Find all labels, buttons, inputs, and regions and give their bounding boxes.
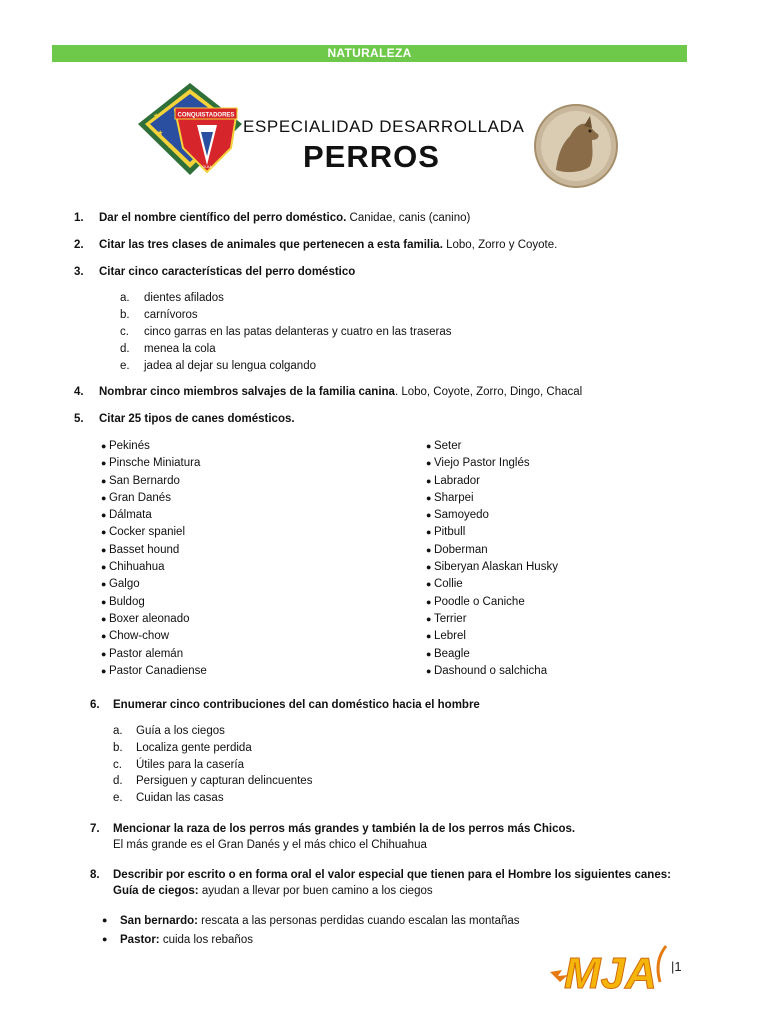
dog-breed-item: ● Sharpei <box>426 491 474 504</box>
question-text: Dar el nombre científico del perro doméstico. <box>99 212 347 224</box>
dog-breed-item: ● Gran Danés <box>101 491 171 504</box>
question-number: 3. <box>74 266 84 278</box>
answer-text: El más grande es el Gran Danés y el más chico el Chihuahua <box>113 839 427 851</box>
logo-small-text: GUIA <box>202 164 212 169</box>
dog-breed-item: ● Doberman <box>426 543 488 556</box>
question-number: 1. <box>74 212 84 224</box>
dog-breed-item: ● Buldog <box>101 595 145 608</box>
question-text: Citar 25 tipos de canes domésticos. <box>99 413 295 425</box>
document-subtitle: ESPECIALIDAD DESARROLLADA <box>243 117 525 136</box>
guide-dog-answer: Guía de ciegos: ayudan a llevar por buen camino a los ciegos <box>113 885 433 897</box>
list-item: a. Guía a los ciegos <box>113 725 225 737</box>
question-number: 4. <box>74 386 84 398</box>
mja-logo <box>548 942 678 1004</box>
dog-breed-item: ● Pitbull <box>426 526 466 539</box>
question-6 <box>90 698 480 713</box>
dog-breed-item: ● Galgo <box>101 578 140 591</box>
question-7 <box>90 822 575 837</box>
dog-breed-item: ● Collie <box>426 578 463 591</box>
question-4 <box>74 385 582 400</box>
dog-breed-item: ● Cocker spaniel <box>101 526 186 539</box>
question-3 <box>74 265 355 280</box>
question-text: Nombrar cinco miembros salvajes de la familia canina <box>99 386 395 398</box>
list-item: e. Cuidan las casas <box>113 792 224 805</box>
list-item: e. jadea al dejar su lengua colgando <box>120 360 316 372</box>
question-2 <box>74 238 557 253</box>
dog-breed-item: ● Lebrel <box>426 630 466 643</box>
dog-breed-item: ● Basset hound <box>101 543 180 556</box>
dog-breed-item: ● Dashound o salchicha <box>426 664 548 677</box>
dog-breed-item: ● Chow-chow <box>101 630 170 643</box>
bullet-item: ● San bernardo: rescata a las personas perdidas cuando escalan las montañas <box>102 915 520 927</box>
list-item: a. dientes afilados <box>120 292 224 304</box>
section-banner: NATURALEZA <box>52 45 687 62</box>
svg-text:★: ★ <box>153 113 160 120</box>
question-text: Mencionar la raza de los perros más grandes y también la de los perros más Chicos. <box>113 823 576 835</box>
list-item: b. carnívoros <box>120 309 198 321</box>
dog-breed-item: ● Labrador <box>426 474 480 487</box>
conquistadores-logo <box>135 80 245 180</box>
list-item: b. Localiza gente perdida <box>113 741 252 754</box>
mja-logo-text: MJA <box>564 949 657 998</box>
dog-list-right <box>426 438 558 680</box>
svg-text:★: ★ <box>157 130 164 137</box>
dog-breed-item: ● Viejo Pastor Inglés <box>426 457 530 470</box>
question-5 <box>74 412 295 427</box>
answer-text: Lobo, Zorro y Coyote. <box>442 239 558 251</box>
question-number: 5. <box>74 413 84 425</box>
answer-text: Canidae, canis (canino) <box>346 212 471 224</box>
dog-breed-item: ● Pastor Canadiense <box>101 664 207 677</box>
dog-breed-item: ● Pinsche Miniatura <box>101 457 201 470</box>
dog-breed-item: ● Terrier <box>426 612 467 625</box>
list-item: c. Útiles para la casería <box>113 758 245 771</box>
dog-breed-item: ● Seter <box>426 440 462 452</box>
question-text: Enumerar cinco contribuciones del can doméstico hacia el hombre <box>113 699 480 711</box>
contributions-list <box>113 723 312 807</box>
page-number: |1 <box>671 959 682 974</box>
logo-text: CONQUISTADORES <box>177 112 235 119</box>
dog-breed-item: ● Dálmata <box>101 509 152 522</box>
question-text: Citar cinco características del perro doméstico <box>99 266 356 278</box>
question-text: Describir por escrito o en forma oral el valor especial que tienen para el Hombre los siguientes canes: <box>113 869 671 881</box>
question-number: 2. <box>74 239 84 251</box>
question-number: 6. <box>90 699 100 711</box>
dog-breed-item: ● Pastor alemán <box>101 647 184 660</box>
list-item: d. Persiguen y capturan delincuentes <box>113 775 313 788</box>
dog-breed-item: ● Beagle <box>426 647 470 660</box>
answer-text: . Lobo, Coyote, Zorro, Dingo, Chacal <box>394 386 583 398</box>
dog-breed-item: ● Siberyan Alaskan Husky <box>426 561 558 574</box>
list-item: c. cinco garras en las patas delanteras y cuatro en las traseras <box>120 326 452 338</box>
dog-breed-item: ● Pekinés <box>101 440 150 452</box>
question-1 <box>74 211 470 226</box>
dog-breed-item: ● Boxer aleonado <box>101 612 190 625</box>
list-item: d. menea la cola <box>120 343 216 355</box>
svg-text:★: ★ <box>167 143 174 150</box>
dog-list-left <box>101 438 207 680</box>
dog-breed-item: ● Chihuahua <box>101 561 165 574</box>
dog-breed-item: ● Poodle o Caniche <box>426 595 525 608</box>
question-text: Citar las tres clases de animales que pertenecen a esta familia. <box>99 239 443 251</box>
question-number: 7. <box>90 823 100 835</box>
dog-badge-icon <box>534 104 618 188</box>
question-number: 8. <box>90 869 100 881</box>
dog-breed-item: ● Samoyedo <box>426 509 489 522</box>
document-title: PERROS <box>303 139 440 174</box>
bullet-item: ● Pastor: cuida los rebaños <box>102 934 253 946</box>
dog-breed-item: ● San Bernardo <box>101 474 180 487</box>
characteristics-list <box>120 290 451 375</box>
question-8 <box>90 868 671 883</box>
